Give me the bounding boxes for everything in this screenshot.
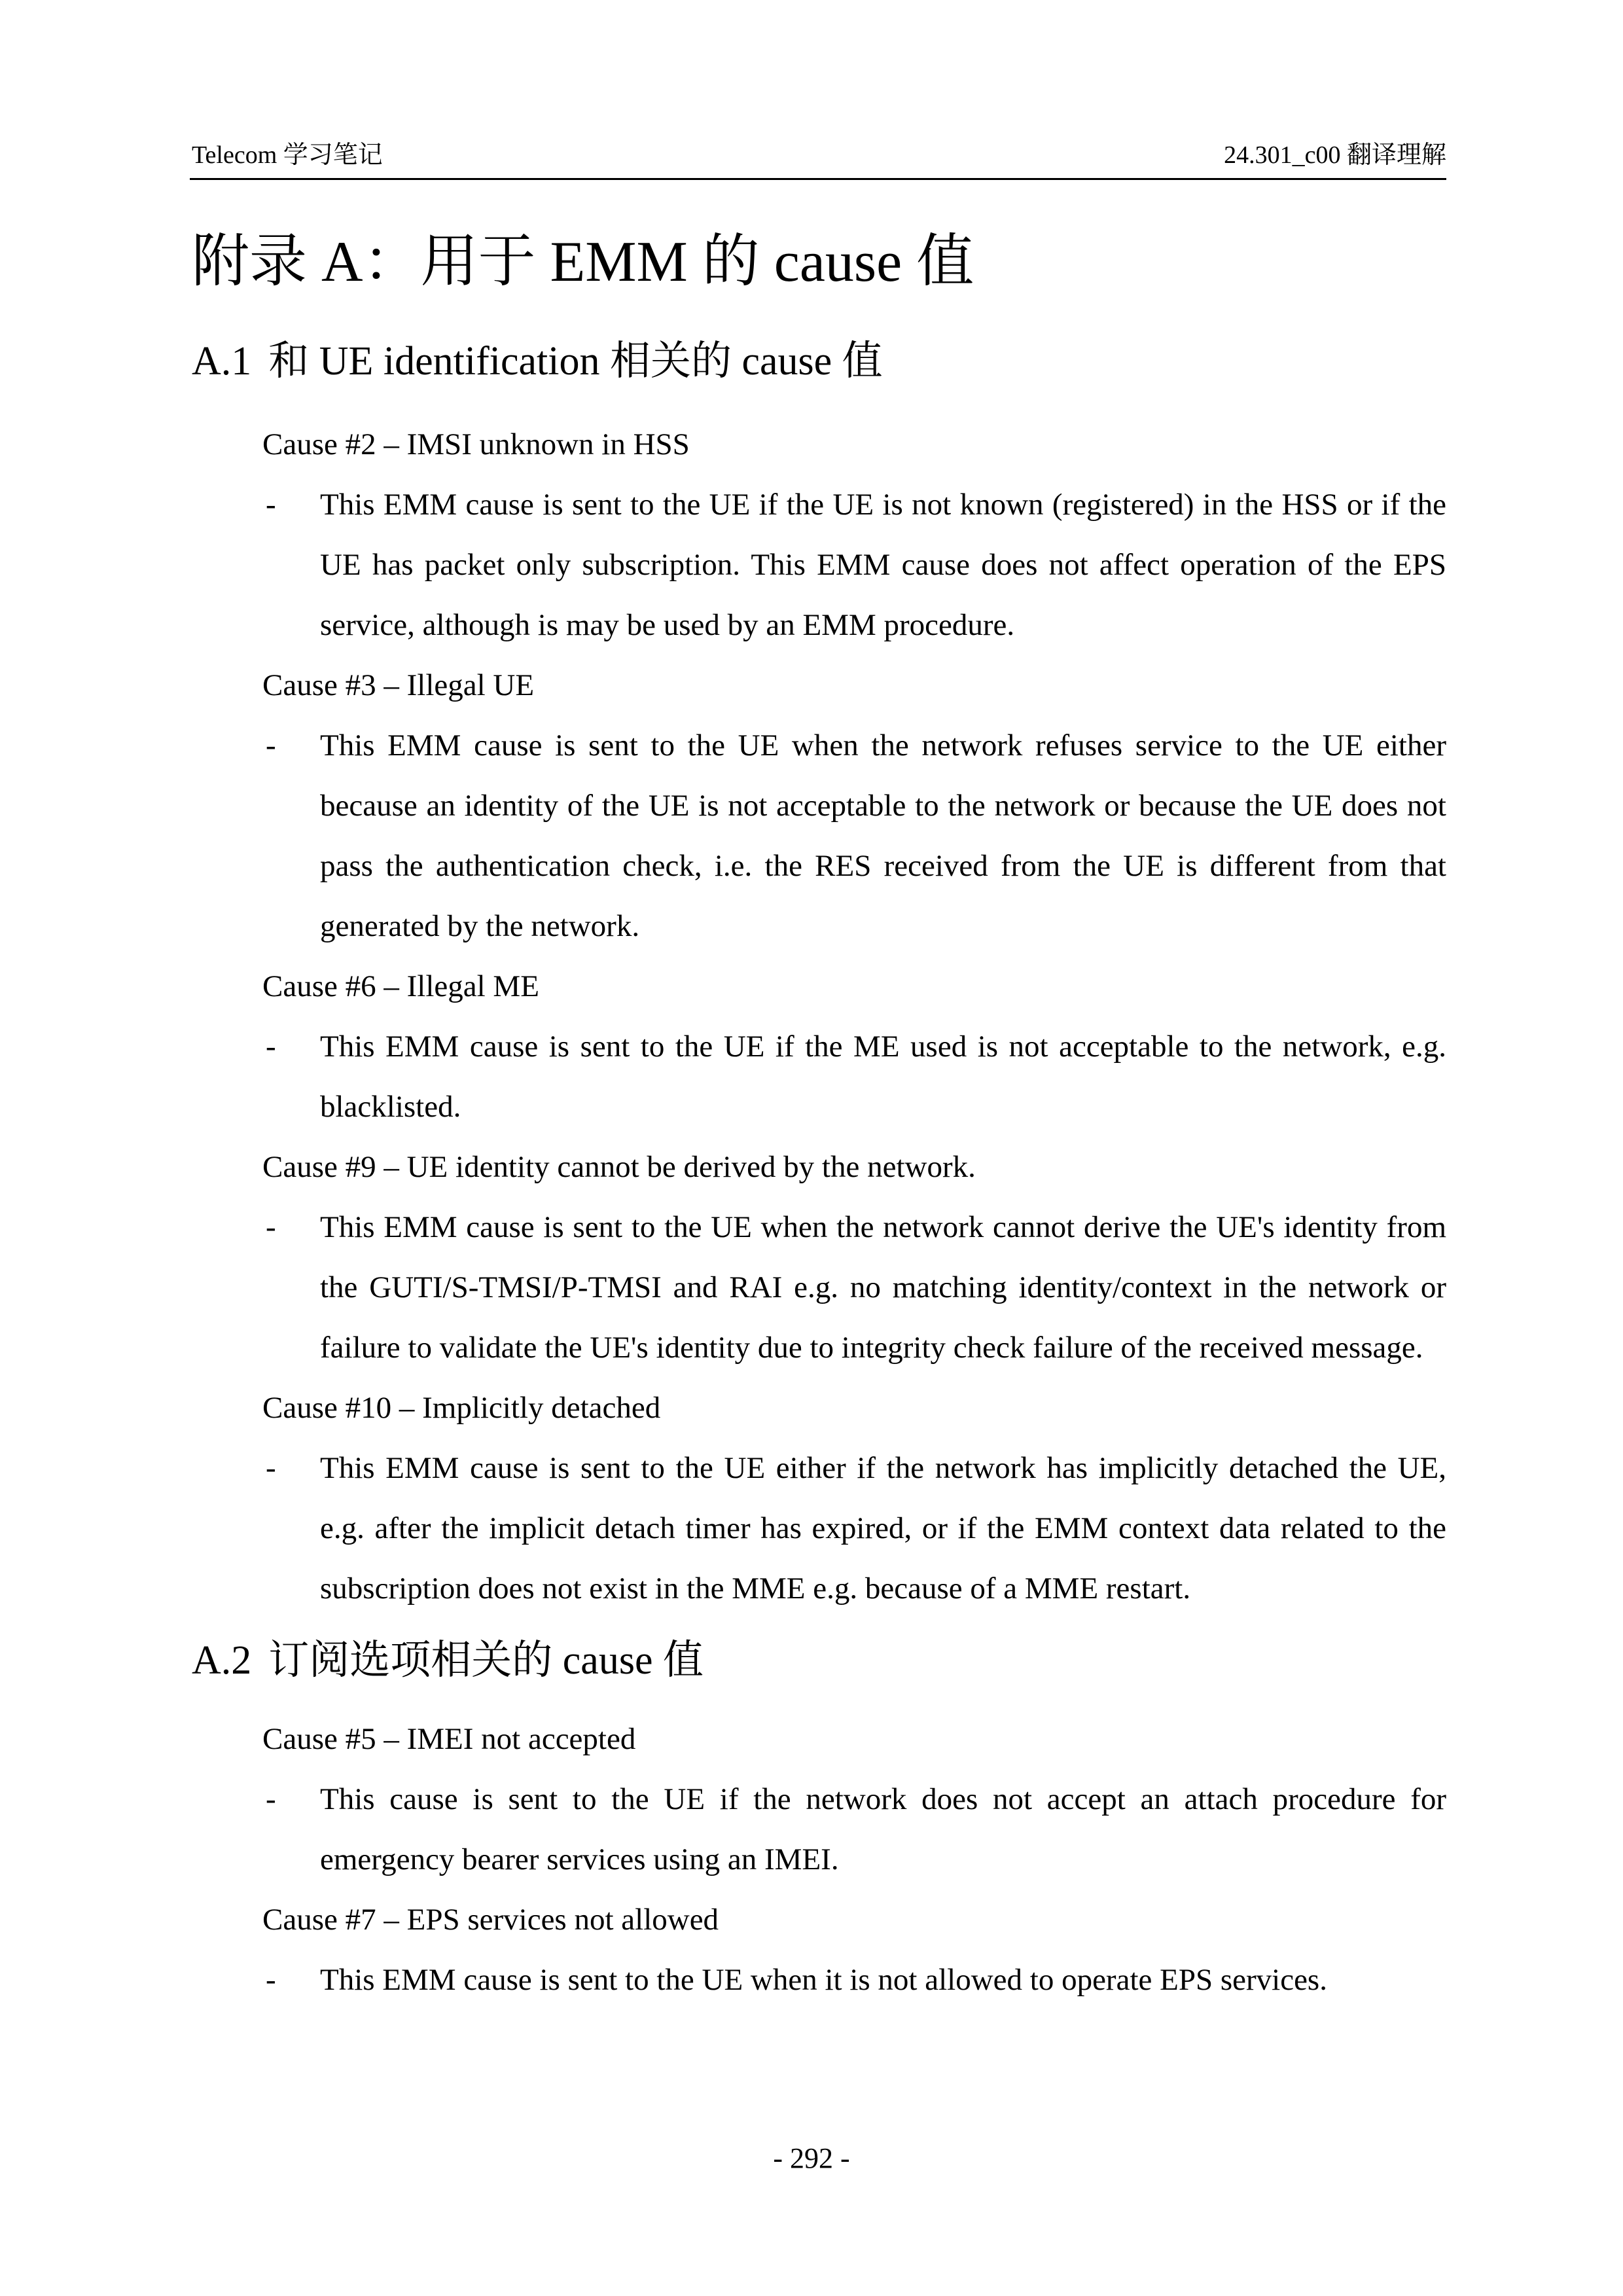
header-right: 24.301_c00 翻译理解 <box>1224 141 1446 169</box>
cause-description <box>192 1438 1446 1619</box>
section-a1-items <box>192 414 1446 1619</box>
section-a2-items <box>192 1709 1446 2010</box>
cause-description <box>192 1016 1446 1137</box>
cause-title: Cause #6 – Illegal ME <box>262 969 539 1003</box>
description-text: This cause is sent to the UE if the network does not accept an attach procedure for emergency bearer services using an IMEI. <box>320 1782 1446 1876</box>
cause-title: Cause #3 – Illegal UE <box>262 668 535 702</box>
document-body <box>192 414 1446 2010</box>
cause-description <box>192 1197 1446 1378</box>
bullet-dash: - <box>266 1451 276 1485</box>
page-number: - 292 - <box>773 2142 850 2174</box>
description-text: This EMM cause is sent to the UE either if the network has implicitly detached the UE, e.g. after the implicit detach timer has expired, or if the EMM context data related to the subscription does not exist in the MME e.g. because of a MME restart. <box>320 1451 1446 1605</box>
header-left: Telecom 学习笔记 <box>192 141 383 169</box>
section-title: 订阅选项相关的 cause 值 <box>268 1638 704 1683</box>
page-title: 附录 A：用于 EMM 的 cause 值 <box>192 230 974 294</box>
cause-description <box>192 475 1446 655</box>
description-text: This EMM cause is sent to the UE when the network refuses service to the UE either because an identity of the UE is not acceptable to the network or because the UE does not pass the authentication check, i.e. the RES received from the UE is different from that generated by the network. <box>320 728 1446 943</box>
description-text: This EMM cause is sent to the UE when it is not allowed to operate EPS services. <box>320 1963 1327 1997</box>
section-heading-a2 <box>192 1615 1446 1706</box>
description-text: This EMM cause is sent to the UE if the ME used is not acceptable to the network, e.g. blacklisted. <box>320 1030 1446 1124</box>
cause-description <box>192 1950 1446 2010</box>
section-title: 和 UE identification 相关的 cause 值 <box>268 339 883 384</box>
cause-description <box>192 715 1446 956</box>
section-heading-a1 <box>192 334 883 389</box>
bullet-dash: - <box>266 488 276 522</box>
bullet-dash: - <box>266 1210 276 1244</box>
description-text: This EMM cause is sent to the UE when the network cannot derive the UE's identity from the GUTI/S-TMSI/P-TMSI and RAI e.g. no matching identity/context in the network or failure to validate the UE's identity due to integrity check failure of the received message. <box>320 1210 1446 1365</box>
cause-title: Cause #5 – IMEI not accepted <box>262 1722 636 1756</box>
cause-title: Cause #7 – EPS services not allowed <box>262 1903 719 1937</box>
description-text: This EMM cause is sent to the UE if the UE is not known (registered) in the HSS or if the UE has packet only subscription. This EMM cause does not affect operation of the EPS service, although is may be used by an EMM procedure. <box>320 488 1446 642</box>
header-rule <box>190 178 1446 180</box>
cause-title: Cause #2 – IMSI unknown in HSS <box>262 427 690 461</box>
section-number: A.1 <box>192 339 252 384</box>
bullet-dash: - <box>266 728 276 762</box>
bullet-dash: - <box>266 1030 276 1064</box>
page-header <box>192 134 1446 176</box>
cause-description <box>192 1769 1446 1890</box>
section-number: A.2 <box>192 1638 252 1683</box>
bullet-dash: - <box>266 1782 276 1816</box>
cause-title: Cause #10 – Implicitly detached <box>262 1391 661 1425</box>
cause-title: Cause #9 – UE identity cannot be derived by the network. <box>262 1150 976 1184</box>
bullet-dash: - <box>266 1963 276 1997</box>
